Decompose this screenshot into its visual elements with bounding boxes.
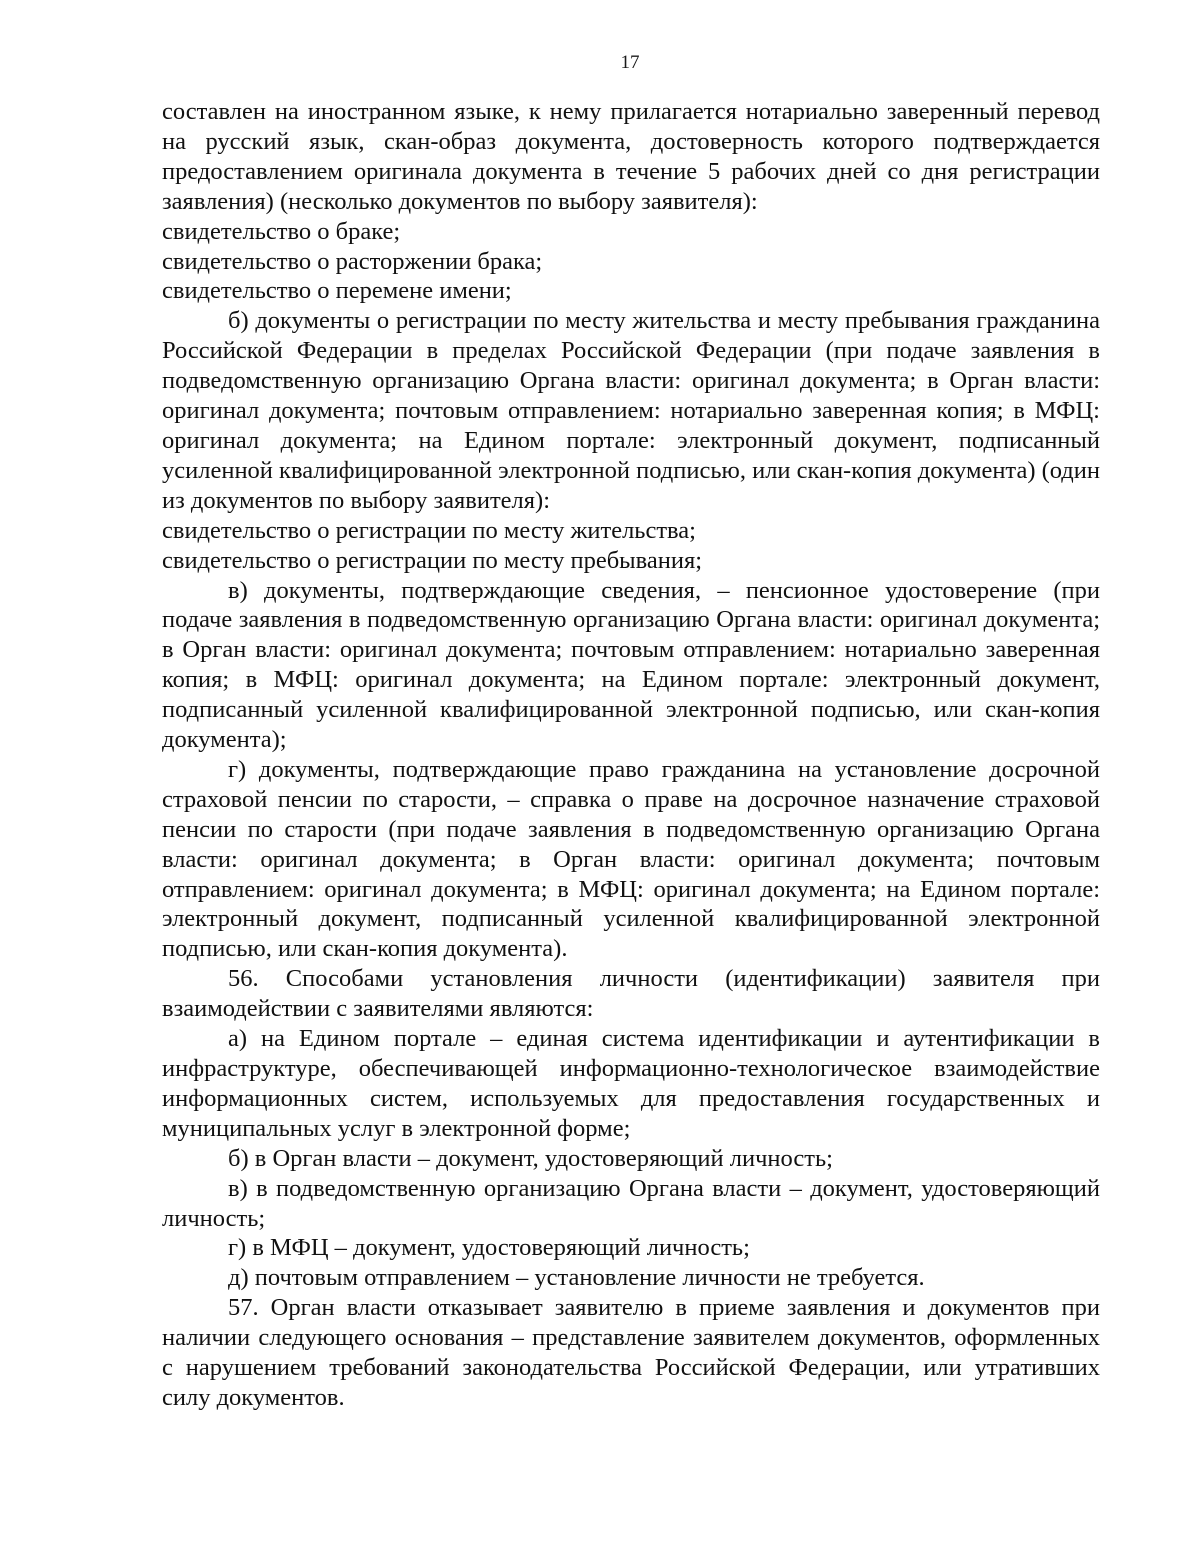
list-item-stay-registration: свидетельство о регистрации по месту пребывания;: [162, 546, 703, 574]
paragraph-continuation: составлен на иностранном языке, к нему прилагается нотариально заверенный перевод на русский язык, скан-образ документа, достоверность которого подтверждается предоставлением оригинала документа в течение 5 рабочих дней со дня регистрации заявления) (несколько документов по выбору заявителя):: [162, 98, 1100, 215]
list-item-divorce-certificate: свидетельство о расторжении брака;: [162, 247, 543, 275]
paragraph-56-d-postal: д) почтовым отправлением – установление личности не требуется.: [228, 1264, 925, 1292]
list-item-marriage-certificate: свидетельство о браке;: [162, 217, 401, 245]
paragraph-56-b-authority: б) в Орган власти – документ, удостоверяющий личность;: [228, 1144, 833, 1172]
list-item-residence-registration: свидетельство о регистрации по месту жительства;: [162, 516, 696, 544]
paragraph-56-identification: 56. Способами установления личности (идентификации) заявителя при взаимодействии с заявителями являются:: [162, 965, 1100, 1023]
list-item-name-change-certificate: свидетельство о перемене имени;: [162, 277, 512, 305]
paragraph-item-v-pension-certificate: в) документы, подтверждающие сведения, – пенсионное удостоверение (при подаче заявления в подведомственную организацию Органа власти: оригинал документа; в Орган власти: оригинал документа; почтовым отправлением: нотариально заверенная копия; в МФЦ: оригинал документа; на Едином портале: электронный документ, подписанный усиленной квалифицированной электронной подписью, или скан-копия документа);: [162, 576, 1100, 754]
paragraph-item-b-registration: б) документы о регистрации по месту жительства и месту пребывания гражданина Российской Федерации в пределах Российской Федерации (при подаче заявления в подведомственную организацию Органа власти: оригинал документа; в Орган власти: оригинал документа; почтовым отправлением: нотариально заверенная копия; в МФЦ: оригинал документа; на Едином портале: электронный документ, подписанный усиленной квалифицированной электронной подписью, или скан-копия документа) (один из документов по выбору заявителя):: [162, 307, 1100, 514]
paragraph-56-v-subordinate: в) в подведомственную организацию Органа власти – документ, удостоверяющий личность;: [162, 1174, 1100, 1232]
document-body: [162, 97, 1100, 1413]
page-number: 17: [620, 52, 640, 73]
paragraph-56-a-portal: а) на Едином портале – единая система идентификации и аутентификации в инфраструктуре, обеспечивающей информационно-технологическое взаимодействие информационных систем, используемых для предоставления государственных и муниципальных услуг в электронной форме;: [162, 1025, 1100, 1142]
paragraph-57-refusal: 57. Орган власти отказывает заявителю в приеме заявления и документов при наличии следующего основания – представление заявителем документов, оформленных с нарушением требований законодательства Российской Федерации, или утративших силу документов.: [162, 1294, 1100, 1411]
paragraph-item-g-early-pension: г) документы, подтверждающие право гражданина на установление досрочной страховой пенсии по старости, – справка о праве на досрочное назначение страховой пенсии по старости (при подаче заявления в подведомственную организацию Органа власти: оригинал документа; в Орган власти: оригинал документа; почтовым отправлением: оригинал документа; в МФЦ: оригинал документа; на Едином портале: электронный документ, подписанный усиленной квалифицированной электронной подписью, или скан-копия документа).: [162, 755, 1100, 963]
paragraph-56-g-mfc: г) в МФЦ – документ, удостоверяющий личность;: [228, 1234, 750, 1262]
